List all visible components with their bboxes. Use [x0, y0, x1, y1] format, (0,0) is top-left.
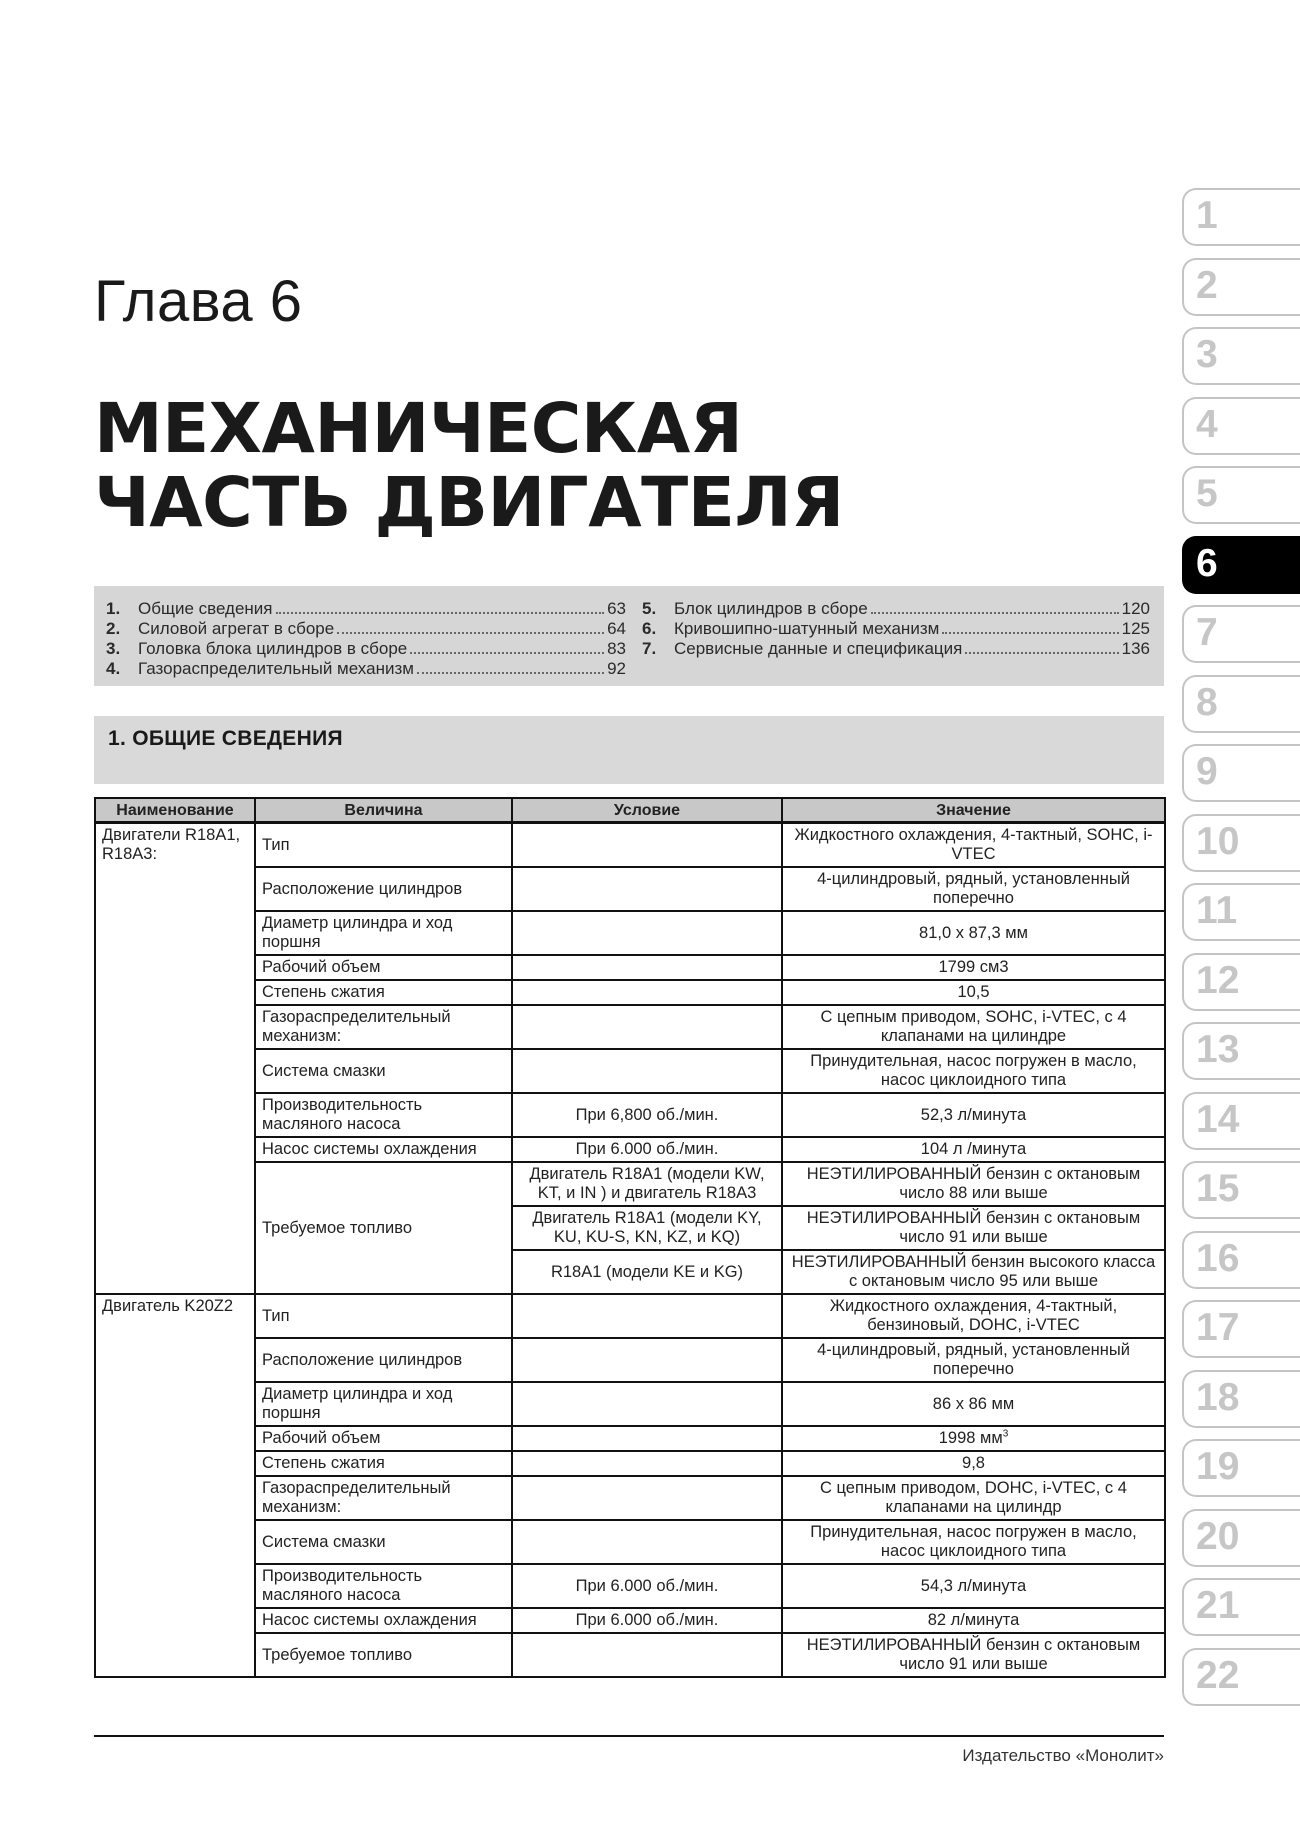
param-cell: Диаметр цилиндра и ход поршня — [255, 1382, 512, 1426]
toc-item-page: 120 — [1121, 599, 1150, 618]
toc-left-column — [106, 599, 626, 679]
table-row — [95, 867, 1165, 911]
toc-leader — [417, 672, 604, 674]
toc-item[interactable] — [642, 599, 1150, 619]
value-cell: НЕЭТИЛИРОВАННЫЙ бензин высокого класса с октановым число 95 или выше — [782, 1250, 1165, 1294]
condition-cell — [512, 1005, 782, 1049]
condition-cell: При 6.000 об./мин. — [512, 1137, 782, 1162]
condition-cell: Двигатель R18A1 (модели KW, KT, и IN ) и двигатель R18A3 — [512, 1162, 782, 1206]
condition-cell — [512, 867, 782, 911]
table-row — [95, 1005, 1165, 1049]
chapter-tab-8[interactable]: 8 — [1182, 675, 1300, 733]
toc-item-number: 5. — [642, 599, 657, 618]
section-title: 1. ОБЩИЕ СВЕДЕНИЯ — [108, 727, 343, 750]
table-header-row — [95, 798, 1165, 823]
condition-cell — [512, 1049, 782, 1093]
chapter-title-line-1: МЕХАНИЧЕСКАЯ — [94, 389, 743, 469]
value-cell: 81,0 x 87,3 мм — [782, 911, 1165, 955]
table-of-contents — [94, 586, 1164, 686]
chapter-tab-14[interactable]: 14 — [1182, 1092, 1300, 1150]
toc-item[interactable] — [106, 639, 626, 659]
table-row — [95, 1476, 1165, 1520]
table-row — [95, 1633, 1165, 1677]
toc-item-number: 6. — [642, 619, 657, 638]
chapter-tab-21[interactable]: 21 — [1182, 1578, 1300, 1636]
param-cell: Требуемое топливо — [255, 1633, 512, 1677]
chapter-tab-15[interactable]: 15 — [1182, 1161, 1300, 1219]
param-cell: Диаметр цилиндра и ход поршня — [255, 911, 512, 955]
condition-cell — [512, 1451, 782, 1476]
toc-item[interactable] — [106, 599, 626, 619]
param-cell: Расположение цилиндров — [255, 867, 512, 911]
toc-item-text: Общие сведения — [138, 599, 273, 618]
chapter-tab-10[interactable]: 10 — [1182, 814, 1300, 872]
table-row — [95, 1426, 1165, 1451]
table-row — [95, 1049, 1165, 1093]
value-cell: С цепным приводом, SOHC, i-VTEC, с 4 клапанами на цилиндре — [782, 1005, 1165, 1049]
param-cell: Рабочий объем — [255, 955, 512, 980]
toc-item-number: 2. — [106, 619, 121, 638]
chapter-tab-11[interactable]: 11 — [1182, 883, 1300, 941]
condition-cell: При 6.000 об./мин. — [512, 1564, 782, 1608]
publisher-name: Издательство «Монолит» — [962, 1746, 1164, 1765]
table-row — [95, 1162, 1165, 1206]
chapter-tab-2[interactable]: 2 — [1182, 258, 1300, 316]
toc-item-text: Кривошипно-шатунный механизм — [674, 619, 940, 638]
table-row — [95, 955, 1165, 980]
toc-item-number: 4. — [106, 659, 121, 678]
toc-item-text: Головка блока цилиндров в сборе — [138, 639, 408, 658]
chapter-tab-20[interactable]: 20 — [1182, 1509, 1300, 1567]
condition-cell — [512, 1476, 782, 1520]
param-cell: Тип — [255, 1294, 512, 1338]
value-cell: 4-цилиндровый, рядный, установленный поперечно — [782, 1338, 1165, 1382]
toc-leader — [337, 632, 604, 634]
toc-item-text: Сервисные данные и спецификация — [674, 639, 963, 658]
toc-item[interactable] — [106, 619, 626, 639]
table-row — [95, 823, 1165, 868]
param-cell: Тип — [255, 823, 512, 868]
condition-cell — [512, 1338, 782, 1382]
table-row — [95, 980, 1165, 1005]
toc-item-page: 136 — [1121, 639, 1150, 658]
condition-cell: При 6,800 об./мин. — [512, 1093, 782, 1137]
chapter-title-line-2: ЧАСТЬ ДВИГАТЕЛЯ — [94, 463, 844, 543]
chapter-tab-5[interactable]: 5 — [1182, 466, 1300, 524]
condition-cell — [512, 980, 782, 1005]
value-cell: 9,8 — [782, 1451, 1165, 1476]
param-cell: Расположение цилиндров — [255, 1338, 512, 1382]
param-cell: Система смазки — [255, 1049, 512, 1093]
engine-group-cell: Двигатели R18A1, R18A3: — [95, 823, 255, 1295]
table-row — [95, 1137, 1165, 1162]
column-header-quantity: Величина — [255, 798, 512, 823]
toc-item-page: 92 — [607, 659, 626, 678]
param-cell: Газораспределительный механизм: — [255, 1476, 512, 1520]
table-row — [95, 1093, 1165, 1137]
toc-leader — [410, 652, 604, 654]
chapter-tab-12[interactable]: 12 — [1182, 953, 1300, 1011]
chapter-tab-22[interactable]: 22 — [1182, 1648, 1300, 1706]
section-heading — [94, 716, 1164, 784]
toc-item-number: 3. — [106, 639, 121, 658]
value-cell: НЕЭТИЛИРОВАННЫЙ бензин с октановым число 91 или выше — [782, 1633, 1165, 1677]
condition-cell — [512, 1633, 782, 1677]
param-cell: Газораспределительный механизм: — [255, 1005, 512, 1049]
condition-cell — [512, 911, 782, 955]
chapter-tab-9[interactable]: 9 — [1182, 744, 1300, 802]
toc-item[interactable] — [642, 619, 1150, 639]
value-cell: Принудительная, насос погружен в масло, насос циклоидного типа — [782, 1520, 1165, 1564]
param-cell: Производительность масляного насоса — [255, 1564, 512, 1608]
value-cell: НЕЭТИЛИРОВАННЫЙ бензин с октановым число 91 или выше — [782, 1206, 1165, 1250]
toc-item-page: 125 — [1121, 619, 1150, 638]
toc-item-text: Силовой агрегат в сборе — [138, 619, 335, 638]
toc-item-number: 1. — [106, 599, 121, 618]
value-cell: 54,3 л/минута — [782, 1564, 1165, 1608]
table-row — [95, 1564, 1165, 1608]
condition-cell — [512, 1382, 782, 1426]
chapter-tabs — [1182, 188, 1300, 1717]
param-cell: Система смазки — [255, 1520, 512, 1564]
value-cell: 52,3 л/минута — [782, 1093, 1165, 1137]
toc-leader — [965, 652, 1118, 654]
toc-leader — [276, 612, 605, 614]
condition-cell — [512, 1294, 782, 1338]
condition-cell: Двигатель R18A1 (модели KY, KU, KU-S, KN, KZ, и KQ) — [512, 1206, 782, 1250]
column-header-value: Значение — [782, 798, 1165, 823]
condition-cell: При 6.000 об./мин. — [512, 1608, 782, 1633]
value-cell — [782, 1426, 1165, 1451]
toc-leader — [942, 632, 1118, 634]
chapter-tab-6[interactable]: 6 — [1182, 536, 1300, 594]
value-cell: 1799 см3 — [782, 955, 1165, 980]
column-header-name: Наименование — [95, 798, 255, 823]
chapter-tab-4[interactable]: 4 — [1182, 397, 1300, 455]
value-cell: Жидкостного охлаждения, 4-тактный, бензиновый, DOHC, i-VTEC — [782, 1294, 1165, 1338]
chapter-tab-18[interactable]: 18 — [1182, 1370, 1300, 1428]
chapter-tab-17[interactable]: 17 — [1182, 1300, 1300, 1358]
toc-item[interactable] — [642, 639, 1150, 659]
toc-item[interactable] — [106, 659, 626, 679]
param-cell: Насос системы охлаждения — [255, 1137, 512, 1162]
chapter-tab-1[interactable]: 1 — [1182, 188, 1300, 246]
toc-item-page: 83 — [607, 639, 626, 658]
value-text: 1998 мм — [938, 1429, 1003, 1447]
toc-item-number: 7. — [642, 639, 657, 658]
specifications-table — [94, 797, 1166, 1678]
chapter-tab-19[interactable]: 19 — [1182, 1439, 1300, 1497]
engine-group-cell: Двигатель K20Z2 — [95, 1294, 255, 1677]
toc-right-column — [642, 599, 1150, 659]
param-cell: Степень сжатия — [255, 1451, 512, 1476]
value-cell: НЕЭТИЛИРОВАННЫЙ бензин с октановым число 88 или выше — [782, 1162, 1165, 1206]
condition-cell — [512, 1426, 782, 1451]
table-row — [95, 1608, 1165, 1633]
param-cell: Производительность масляного насоса — [255, 1093, 512, 1137]
table-row — [95, 1451, 1165, 1476]
value-cell: 10,5 — [782, 980, 1165, 1005]
value-cell: 104 л /минута — [782, 1137, 1165, 1162]
toc-leader — [871, 612, 1119, 614]
table-row — [95, 1294, 1165, 1338]
chapter-tab-16[interactable]: 16 — [1182, 1231, 1300, 1289]
condition-cell: R18A1 (модели KE и KG) — [512, 1250, 782, 1294]
toc-item-page: 63 — [607, 599, 626, 618]
chapter-tab-13[interactable]: 13 — [1182, 1022, 1300, 1080]
toc-item-page: 64 — [607, 619, 626, 638]
table-row — [95, 1338, 1165, 1382]
condition-cell — [512, 955, 782, 980]
param-cell: Рабочий объем — [255, 1426, 512, 1451]
footer-rule — [94, 1735, 1164, 1737]
value-cell: 82 л/минута — [782, 1608, 1165, 1633]
chapter-label: Глава 6 — [94, 269, 303, 334]
param-cell: Степень сжатия — [255, 980, 512, 1005]
value-cell: 4-цилиндровый, рядный, установленный поперечно — [782, 867, 1165, 911]
column-header-condition: Условие — [512, 798, 782, 823]
table-row — [95, 911, 1165, 955]
condition-cell — [512, 1520, 782, 1564]
condition-cell — [512, 823, 782, 868]
value-superscript: 3 — [1002, 1428, 1009, 1440]
value-cell: Принудительная, насос погружен в масло, насос циклоидного типа — [782, 1049, 1165, 1093]
chapter-title — [94, 389, 844, 543]
table-row — [95, 1382, 1165, 1426]
param-cell: Насос системы охлаждения — [255, 1608, 512, 1633]
chapter-tab-7[interactable]: 7 — [1182, 605, 1300, 663]
value-cell: 86 х 86 мм — [782, 1382, 1165, 1426]
toc-item-text: Блок цилиндров в сборе — [674, 599, 868, 618]
value-cell: Жидкостного охлаждения, 4-тактный, SOHC, i-VTEC — [782, 823, 1165, 868]
chapter-tab-3[interactable]: 3 — [1182, 327, 1300, 385]
value-cell: С цепным приводом, DOHC, i-VTEC, с 4 клапанами на цилиндр — [782, 1476, 1165, 1520]
toc-item-text: Газораспределительный механизм — [138, 659, 414, 678]
table-row — [95, 1520, 1165, 1564]
param-cell: Требуемое топливо — [255, 1162, 512, 1294]
